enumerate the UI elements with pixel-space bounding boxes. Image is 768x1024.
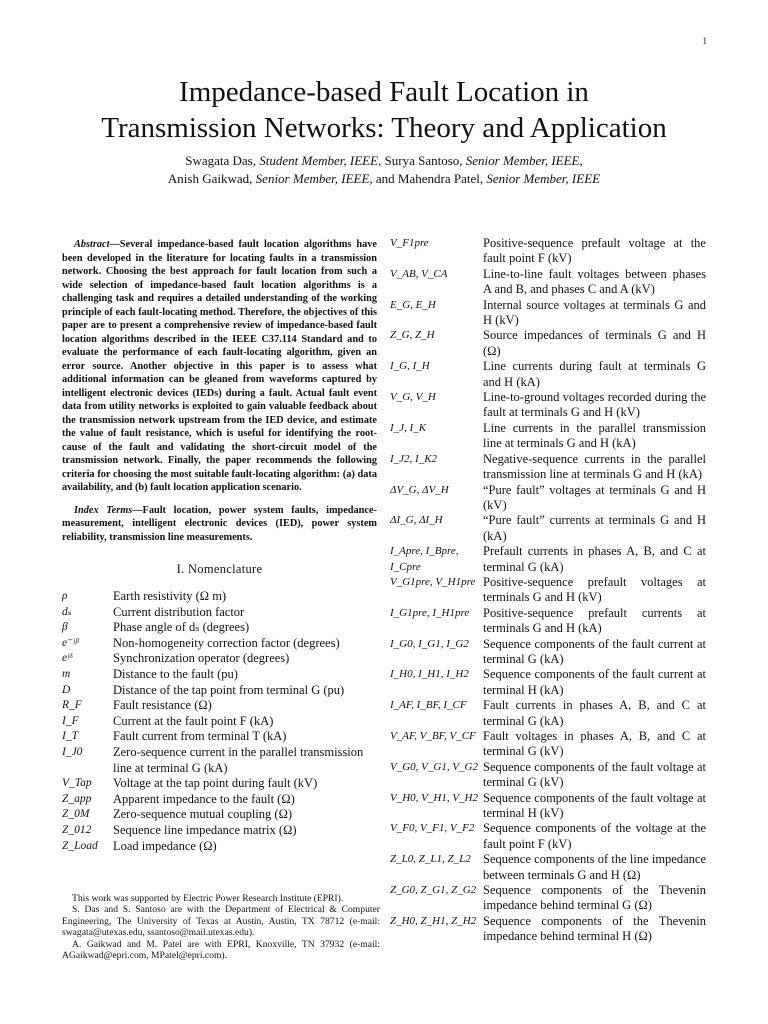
nomenclature-symbol: D [62, 683, 71, 696]
nomenclature-entry [62, 589, 377, 605]
nomenclature-symbol: V_AB, V_CA [390, 267, 448, 280]
nomenclature-description: Line-to-line fault voltages between phases A and B, and phases C and A (kV) [483, 266, 706, 297]
abstract-lead: Abstract [74, 239, 110, 250]
nomenclature-description: Negative-sequence currents in the parallel transmission line at terminals G and H (kA) [483, 451, 706, 482]
title-line-2: Transmission Networks: Theory and Application [101, 112, 667, 144]
nomenclature-entry [390, 606, 706, 637]
nomenclature-entry [62, 839, 377, 855]
nomenclature-entry [62, 698, 377, 714]
nomenclature-entry [62, 651, 377, 667]
nomenclature-symbol: Z_H0, Z_H1, Z_H2 [390, 914, 477, 927]
nomenclature-description: Line currents during fault at terminals G and H (kA) [483, 359, 706, 389]
right-column [390, 236, 706, 945]
nomenclature-entry [390, 483, 706, 514]
nomenclature-symbol: V_H0, V_H1, V_H2 [390, 791, 478, 804]
author-name: Surya Santoso, [381, 153, 466, 168]
nomenclature-symbol: I_F [62, 714, 79, 727]
nomenclature-symbol: dₛ [62, 605, 72, 618]
footnote-funding: This work was supported by Electric Power Research Institute (EPRI). [72, 893, 344, 904]
nomenclature-description: Sequence components of the line impedance between terminals G and H (Ω) [483, 852, 706, 882]
nomenclature-symbol: e⁻ʲᵝ [62, 636, 79, 649]
nomenclature-description: Apparent impedance to the fault (Ω) [113, 791, 295, 806]
nomenclature-entry [62, 729, 377, 745]
nomenclature-description: Distance of the tap point from terminal G (pu) [113, 682, 345, 697]
nomenclature-symbol: β [62, 621, 68, 634]
nomenclature-entry [62, 714, 377, 730]
nomenclature-symbol: I_G0, I_G1, I_G2 [390, 637, 469, 650]
nomenclature-description: Current distribution factor [113, 604, 245, 619]
nomenclature-description: Prefault currents in phases A, B, and C at terminal G (kA) [483, 544, 706, 574]
nomenclature-list-right [390, 236, 706, 945]
nomenclature-symbol: m [62, 667, 71, 680]
nomenclature-list-left [62, 589, 377, 854]
nomenclature-entry [62, 745, 377, 776]
nomenclature-description: Fault current from terminal T (kA) [113, 729, 287, 744]
nomenclature-description: Positive-sequence prefault voltages at terminals G and H (kV) [483, 574, 706, 605]
paper-title [0, 74, 768, 146]
nomenclature-description: Sequence components of the voltage at the fault point F (kV) [483, 821, 706, 851]
author-role: Student Member, IEEE, [259, 153, 382, 168]
nomenclature-symbol: I_H0, I_H1, I_H2 [390, 668, 469, 681]
nomenclature-symbol: V_AF, V_BF, V_CF [390, 730, 476, 742]
nomenclature-entry [390, 729, 706, 760]
nomenclature-description: Sequence components of the Thevenin impedance behind terminal H (Ω) [483, 913, 706, 944]
nomenclature-entry [390, 359, 706, 390]
nomenclature-description: Source impedances of terminals G and H (Ω) [483, 328, 706, 358]
nomenclature-description: “Pure fault” currents at terminals G and H (kA) [483, 513, 706, 543]
author-line-1 [0, 152, 768, 170]
nomenclature-description: Fault currents in phases A, B, and C at terminal G (kA) [483, 698, 706, 728]
nomenclature-description: Sequence components of the fault voltage at terminal H (kV) [483, 790, 706, 821]
nomenclature-entry [390, 513, 706, 544]
author-line-2 [0, 170, 768, 188]
nomenclature-description: Synchronization operator (degrees) [113, 651, 290, 666]
page-number: 1 [702, 36, 707, 46]
nomenclature-entry [390, 267, 706, 298]
nomenclature-symbol: I_J2, I_K2 [390, 452, 438, 465]
nomenclature-symbol: ΔV_G, ΔV_H [390, 483, 449, 496]
nomenclature-description: Current at the fault point F (kA) [113, 713, 274, 728]
footnote [62, 893, 380, 961]
section-heading: I. Nomenclature [176, 562, 263, 576]
left-column [62, 238, 377, 854]
nomenclature-symbol: ΔI_G, ΔI_H [390, 514, 443, 527]
nomenclature-description: Load impedance (Ω) [113, 838, 217, 853]
nomenclature-symbol: I_G1pre, I_H1pre [390, 606, 470, 619]
nomenclature-description: Sequence components of the fault current at terminal H (kA) [483, 667, 706, 697]
footnote-affiliation-2: A. Gaikwad and M. Patel are with EPRI, Knoxville, TN 37932 (e-mail: AGaikwad@epri.com, MPatel@epri.com). [62, 938, 380, 962]
nomenclature-entry [390, 760, 706, 791]
nomenclature-description: Distance to the fault (pu) [113, 666, 238, 681]
nomenclature-entry [390, 883, 706, 914]
nomenclature-entry [390, 328, 706, 359]
nomenclature-symbol: Z_0M [62, 808, 90, 821]
nomenclature-symbol: Z_Load [62, 839, 98, 852]
nomenclature-symbol: Z_G0, Z_G1, Z_G2 [390, 884, 477, 897]
nomenclature-description: Fault voltages in phases A, B, and C at terminal G (kV) [483, 729, 706, 759]
author-role: Senior Member, IEEE, [465, 153, 583, 168]
author-name: Swagata Das, [185, 153, 260, 168]
nomenclature-entry [390, 698, 706, 729]
nomenclature-entry [390, 236, 706, 267]
nomenclature-entry [390, 791, 706, 822]
title-line-1: Impedance-based Fault Location in [179, 76, 589, 108]
nomenclature-symbol: Z_L0, Z_L1, Z_L2 [390, 853, 471, 866]
nomenclature-symbol: I_AF, I_BF, I_CF [390, 699, 467, 712]
nomenclature-symbol: V_G1pre, V_H1pre [390, 575, 476, 588]
nomenclature-description: Sequence components of the fault current at terminal G (kA) [483, 636, 706, 666]
footnote-affiliation-1: S. Das and S. Santoso are with the Department of Electrical & Computer Engineering, The University of Texas at Austin, Austin, TX 78712 (e-mail: swagata@utexas.edu, ssantoso@mail.utexas.edu). [62, 904, 380, 939]
nomenclature-description: Positive-sequence prefault voltage at the fault point F (kV) [483, 236, 706, 266]
nomenclature-entry [390, 421, 706, 452]
nomenclature-entry [62, 792, 377, 808]
nomenclature-entry [62, 823, 377, 839]
author-role: Senior Member, IEEE [486, 171, 601, 186]
abstract [62, 238, 377, 495]
author-name: Anish Gaikwad, [167, 171, 256, 186]
nomenclature-entry [390, 852, 706, 883]
nomenclature-symbol: eʲᵟ [62, 652, 73, 665]
nomenclature-symbol: Z_G, Z_H [390, 329, 435, 342]
nomenclature-symbol: Z_012 [62, 823, 92, 836]
nomenclature-symbol: V_G, V_H [390, 391, 436, 404]
nomenclature-entry [62, 620, 377, 636]
nomenclature-entry [390, 298, 706, 329]
nomenclature-entry [390, 914, 706, 945]
nomenclature-symbol: V_F0, V_F1, V_F2 [390, 822, 475, 835]
nomenclature-symbol: Z_app [62, 792, 92, 805]
index-terms-lead: Index Terms [74, 504, 133, 516]
nomenclature-description: Sequence components of the fault voltage at terminal G (kV) [483, 759, 706, 790]
index-terms [62, 504, 377, 545]
author-name: and Mahendra Patel, [372, 171, 487, 186]
nomenclature-description: “Pure fault” voltages at terminals G and H (kV) [483, 482, 706, 512]
nomenclature-entry [390, 390, 706, 421]
nomenclature-description: Non-homogeneity correction factor (degrees) [113, 635, 340, 650]
nomenclature-description: Positive-sequence prefault currents at terminals G and H (kA) [483, 605, 706, 636]
nomenclature-symbol: V_F1pre [390, 237, 429, 249]
nomenclature-description: Fault resistance (Ω) [113, 698, 212, 713]
nomenclature-symbol: I_T [62, 730, 78, 743]
nomenclature-symbol: ρ [62, 590, 68, 602]
nomenclature-description: Internal source voltages at terminals G and H (kV) [483, 297, 706, 328]
nomenclature-description: Line currents in the parallel transmission line at terminals G and H (kA) [483, 420, 706, 451]
nomenclature-description: Sequence components of the Thevenin impedance behind terminal G (Ω) [483, 883, 706, 913]
nomenclature-entry [62, 807, 377, 823]
nomenclature-entry [390, 452, 706, 483]
nomenclature-symbol: E_G, E_H [390, 298, 436, 311]
nomenclature-symbol: I_G, I_H [390, 360, 430, 373]
nomenclature-description: Voltage at the tap point during fault (kV) [113, 776, 318, 791]
nomenclature-entry [62, 683, 377, 699]
nomenclature-symbol: I_J0 [62, 745, 83, 758]
nomenclature-entry [62, 636, 377, 652]
nomenclature-symbol: V_G0, V_G1, V_G2 [390, 760, 478, 773]
nomenclature-description: Zero-sequence current in the parallel transmission line at terminal G (kA) [113, 744, 364, 775]
index-terms-text: —Fault location, power system faults, impedance-measurement, intelligent electronic devices (IED), power system reliability, transmission line measurements. [62, 504, 377, 543]
nomenclature-entry [62, 667, 377, 683]
nomenclature-symbol: V_Tap [62, 777, 92, 790]
nomenclature-entry [62, 605, 377, 621]
nomenclature-symbol: I_Apre, I_Bpre, I_Cpre [390, 545, 459, 573]
abstract-text: —Several impedance-based fault location algorithms have been developed in the literature for locating faults in a transmission network. Choosing the best approach for fault location from such a wide selection of impedance-based fault location algorithms is a challenging task and requires a detailed understanding of the working principle of each fault-locating method. Therefore, the objectives of this paper are to present a comprehensive review of impedance-based fault location algorithms described in the IEEE C37.114 Standard and to evaluate the performance of each fault-locating algorithm, given an error source. Another objective in this paper is to assess what additional information can be gleaned from waveforms captured by intelligent electronic devices (IEDs) during a fault. Actual fault event data from utility networks is exploited to gain valuable feedback about the transmission network upstream from the IED device, and estimate the value of fault resistance, which is useful for identifying the root-cause of the fault and validating the short-circuit model of the transmission network. Finally, the paper recommends the following criteria for choosing the most suitable fault-locating algorithm: (a) data availability, and (b) fault location application scenario. [62, 239, 377, 493]
nomenclature-entry [62, 776, 377, 792]
nomenclature-symbol: R_F [62, 699, 82, 712]
nomenclature-entry [390, 821, 706, 852]
nomenclature-description: Phase angle of dₛ (degrees) [113, 620, 250, 635]
author-role: Senior Member, IEEE, [255, 171, 373, 186]
nomenclature-entry [390, 667, 706, 698]
nomenclature-description: Earth resistivity (Ω m) [113, 589, 227, 603]
nomenclature-symbol: I_J, I_K [390, 421, 427, 434]
nomenclature-description: Sequence line impedance matrix (Ω) [113, 822, 297, 837]
nomenclature-description: Zero-sequence mutual coupling (Ω) [113, 807, 293, 822]
author-list [0, 152, 768, 188]
nomenclature-entry [390, 637, 706, 668]
nomenclature-entry [390, 575, 706, 606]
nomenclature-description: Line-to-ground voltages recorded during the fault at terminals G and H (kV) [483, 390, 706, 420]
nomenclature-entry [390, 544, 706, 575]
